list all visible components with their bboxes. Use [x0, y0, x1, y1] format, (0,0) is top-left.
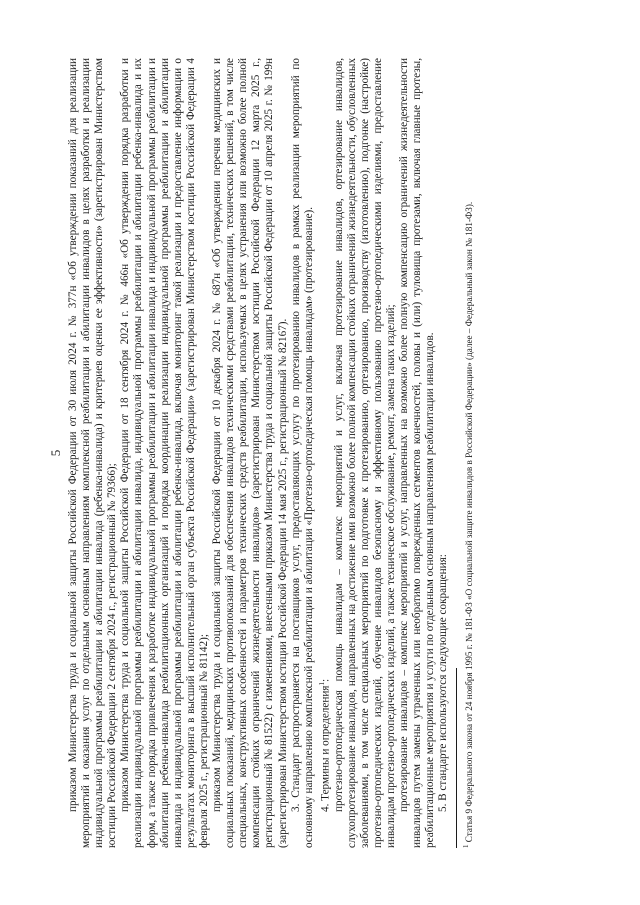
- footnote-marker: 1: [462, 844, 471, 848]
- footnote: [461, 58, 475, 848]
- page-number: 5: [48, 449, 63, 456]
- document-body: [67, 58, 450, 848]
- paragraph-definition-prosthetics: протезирование инвалидов – комплекс мероприятий и услуг, направленных на возможно более полную компенсацию ограничений жизнедеятельности инвалидов путем замены утраченных или необратимо поврежденных сегментов конечностей, головы и (или) туловища протезами, включая главные протезы, реабилитационные мероприятия и услуги по отдельным основным направлениям реабилитации инвалидов.: [398, 57, 437, 848]
- footnote-divider: [456, 668, 457, 848]
- paragraph-abbreviations: 5. В стандарте используются следующие сокращения:: [437, 553, 450, 812]
- terms-heading-text: 4. Термины и определения: [319, 685, 332, 812]
- paragraph-terms-heading: [316, 58, 333, 848]
- terms-heading-colon: :: [319, 678, 332, 682]
- footnote-text: Статья 9 Федерального закона от 24 ноября 1995 г. № 181-ФЗ «О социальной защите инвалидов в Российской Федерации» (далее – Федеральный закон № 181-ФЗ).: [464, 201, 475, 842]
- footnote-ref: 1: [317, 681, 326, 686]
- paragraph-order-377n: приказом Министерства труда и социальной защиты Российской Федерации от 30 июля 2024 г. № 377н «Об утверждении показаний для реализации мероприятий и оказания услуг по отдельным основным направлениям комплексной реабилитации и абилитации инвалидов в целях разработки и реализации индивидуальной программы реабилитации и абилитации инвалида (ребенка-инвалида) и критериев оценки ее эффективности» (зарегистрирован Министерством юстиции Российской Федерации 2 сентября 2024 г., регистрационный № 79366);: [67, 57, 119, 848]
- paragraph-order-687n: приказом Министерства труда и социальной защиты Российской Федерации от 10 декабря 2024 г. № 687н «Об утверждении перечня медицинских и социальных показаний, медицинских противопоказаний для обеспечения инвалидов техническими средствами реабилитации, технических решений, в том числе специальных, конструктивных особенностей и параметров технических средств реабилитации, используемых в целях устранения или возможно более полной компенсации стойких ограничений жизнедеятельности инвалидов» (зарегистрирован Министерством юстиции Российской Федерации 12 марта 2025 г., регистрационный № 81522) с изменениями, внесенными приказом Министерства труда и социальной защиты Российской Федерации от 10 апреля 2025 г. № 199н (зарегистрирован Министерством юстиции Российской Федерации 14 мая 2025 г., регистрационный № 82167).: [211, 57, 289, 848]
- scanned-document-page: [40, 58, 600, 848]
- paragraph-scope: 3. Стандарт распространяется на поставщиков услуг, предоставляющих услугу по протезированию инвалидов в рамках реализации мероприятий по основному направлению комплексной реабилитации и абилитации «Протезно-ортопедическая помощь инвалидам» (протезирование).: [289, 57, 315, 848]
- paragraph-order-466n: приказом Министерства труда и социальной защиты Российской Федерации от 18 сентября 2024 г. № 466н «Об утверждении порядка разработки и реализации индивидуальной программы реабилитации и абилитации инвалида, индивидуальной программы реабилитации и абилитации ребенка-инвалида и их форм, а также порядка привлечения к разработке индивидуальной программы реабилитации и абилитации инвалида и индивидуальной программы реабилитации и абилитации ребенка-инвалида реабилитационных организаций и порядка координации реализации индивидуальной программы реабилитации и абилитации инвалида и индивидуальной программы реабилитации и абилитации ребенка-инвалида, включая мониторинг такой реализации и предоставление информации о результатах мониторинга в высший исполнительный орган субъекта Российской Федерации» (зарегистрирован Министерством юстиции Российской Федерации 4 февраля 2025 г., регистрационный № 81142);: [119, 57, 210, 848]
- paragraph-definition-prosthetic-orthopedic-help: протезно-ортопедическая помощь инвалидам – комплекс мероприятий и услуг, включая протезирование инвалидов, ортезирование инвалидов, слухопротезирование инвалидов, направленных на достижение ими возможно более полной компенсации стойких ограничений жизнедеятельности, обусловленных заболеваниями, в том числе специальных мероприятий по подготовке к протезированию, ортезированию, производству (изготовлению), подгонке (настройке) протезно-ортопедических изделий, обучение инвалидов безопасному и эффективному пользованию протезно-ортопедическими изделиями, предоставление инвалидам протезно-ортопедических изделий, а также техническое обслуживание, ремонт, замена таких изделий;: [332, 57, 397, 848]
